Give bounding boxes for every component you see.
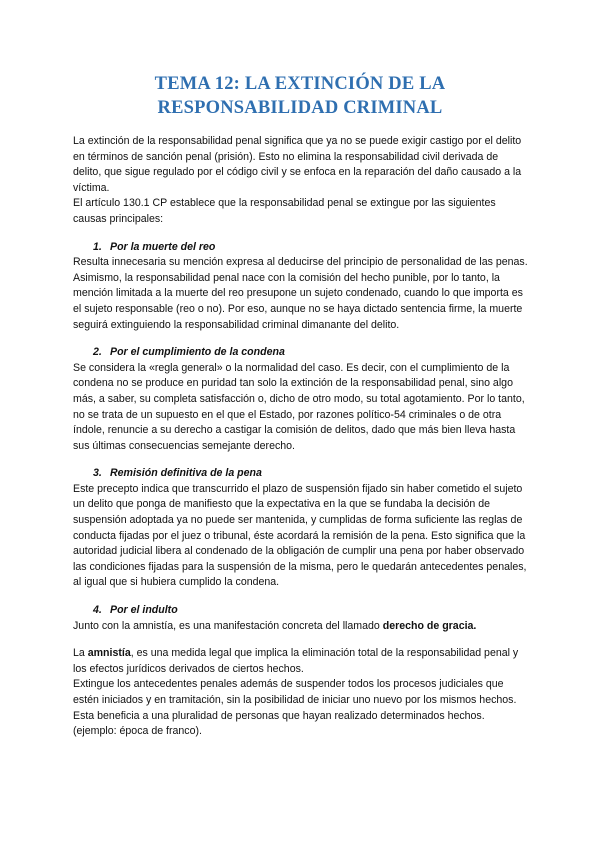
section-text-3: Este precepto indica que transcurrido el plazo de suspensión fijado sin haber cometido el sujeto un delito que ponga de manifiesto que la expectativa en la que se fundaba la decisión de suspensión adoptada ya no puede ser mantenida, y cumplidas de forma suficiente las reglas de conducta fijadas por el juez o tribunal, éste acordará la remisión de la pena. Esto significa que la autoridad judicial libera al condenado de la obligación de cumplir una pena por haber observado las condiciones fijadas para la suspensión de la misma, pero le quedarán antecedentes penales, al igual que si hubiera cumplido la condena. (73, 482, 527, 589)
amnistia-paragraph-1: La amnistía, es una medida legal que implica la eliminación total de la responsabilidad penal y los efectos jurídicos derivados de ciertos hechos. (73, 647, 519, 675)
page-title (60, 72, 540, 120)
intro-paragraph-2: El artículo 130.1 CP establece que la responsabilidad penal se extingue por las siguientes causas principales: (73, 197, 496, 225)
amnistia-bold: amnistía (87, 647, 131, 660)
section-heading-1: 1. Por la muerte del reo (93, 240, 216, 253)
derecho-de-gracia-bold: derecho de gracia. (382, 619, 477, 632)
section-heading-4: 4. Por el indulto (93, 604, 178, 617)
section-heading-2: 2. Por el cumplimiento de la condena (93, 346, 285, 359)
title-line-1: TEMA 12: LA EXTINCIÓN DE LA (154, 74, 446, 94)
section-text-4: Junto con la amnistía, es una manifestación concreta del llamado derecho de gracia. (73, 619, 477, 632)
section-text-1: Resulta innecesaria su mención expresa al deducirse del principio de personalidad de las penas. Asimismo, la responsabilidad penal nace con la comisión del hecho punible, por lo tanto, la mención limitada a la muerte del reo presupone un sujeto condenado, cuando lo que importa es el sujeto responsable (reo o no). Por eso, aunque no se haya dictado sentencia firme, la muerte seguirá extinguiendo la responsabilidad criminal dimanante del delito. (73, 256, 528, 331)
title-line-2: RESPONSABILIDAD CRIMINAL (157, 98, 443, 118)
section-heading-3: 3. Remisión definitiva de la pena (93, 467, 262, 480)
amnistia-paragraph-2: Extingue los antecedentes penales además de suspender todos los procesos judiciales que estén iniciados y en tramitación, sin la posibilidad de iniciar uno nuevo por los mismos hechos. Esta beneficia a una pluralidad de personas que hayan realizado determinados hechos. (ejemplo: época de franco). (73, 678, 517, 738)
intro-paragraph-1: La extinción de la responsabilidad penal significa que ya no se puede exigir castigo por el delito en términos de sanción penal (prisión). Esto no elimina la responsabilidad civil derivada de delito, que sigue regulado por el código civil y se enfoca en la reparación del daño causado a la víctima. (73, 135, 522, 194)
document-body (73, 134, 528, 740)
section-text-2: Se considera la «regla general» o la normalidad del caso. Es decir, con el cumplimiento de la condena no se produce en puridad tan solo la extinción de la responsabilidad penal, sino algo más, a saber, su completa satisfacción o, dicho de otro modo, su total agotamiento. Por lo tanto, no se trata de un supuesto en el que el Estado, por razones político-54 criminales o de otra índole, renuncie a su derecho a castigar la comisión de delitos, dado que más bien lleva hasta sus últimas consecuencias semejante derecho. (73, 361, 525, 452)
